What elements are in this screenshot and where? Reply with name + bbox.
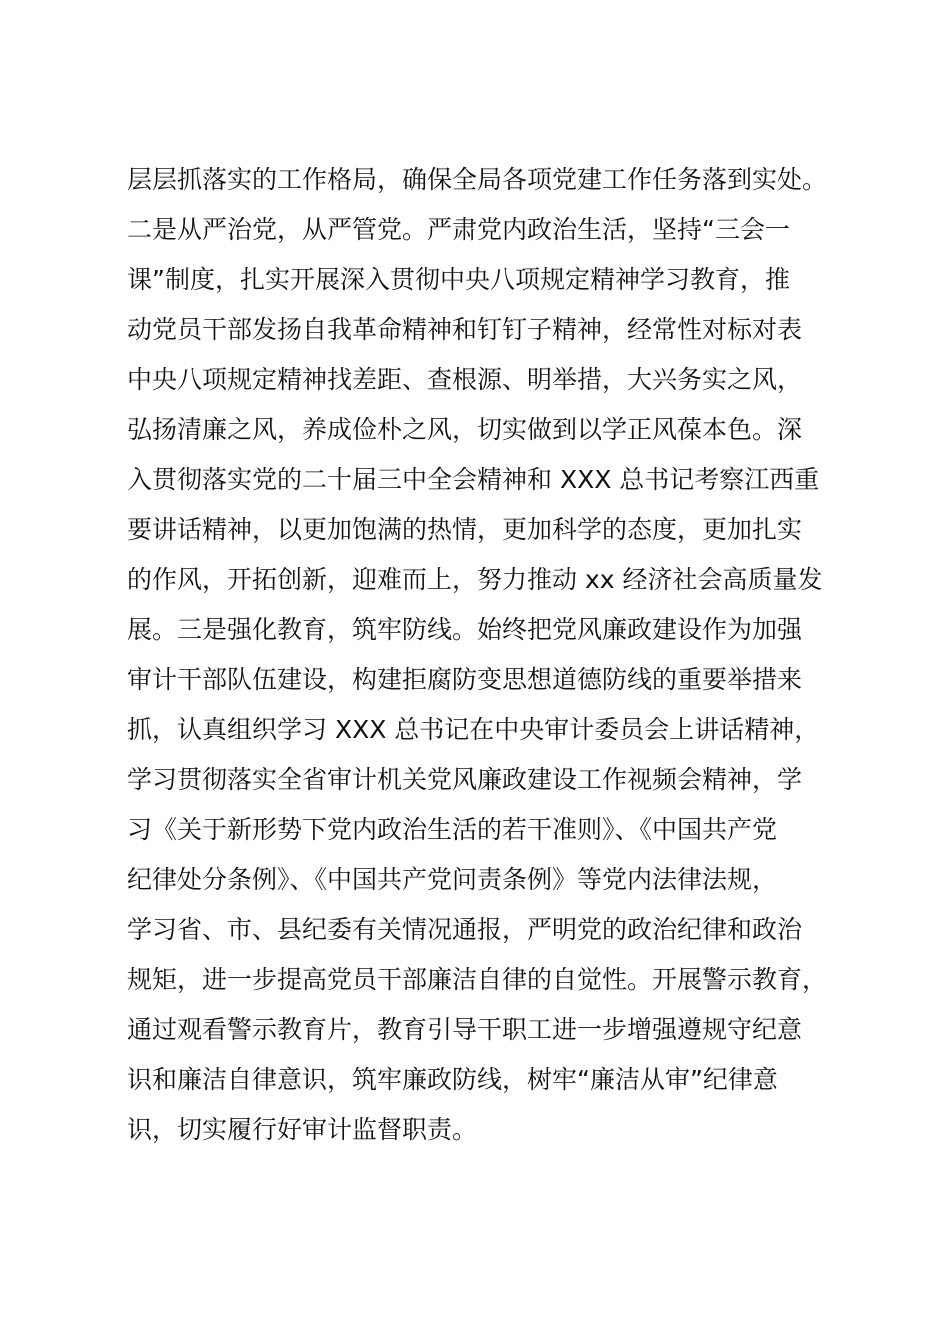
text-line: 入贯彻落实党的二十届三中全会精神和 XXX 总书记考察江西重 [127, 465, 820, 494]
text-line: 通过观看警示教育片，教育引导干职工进一步增强遵规守纪意 [127, 1015, 803, 1044]
body-paragraph [127, 155, 847, 1155]
text-line: 动党员干部发扬自我革命精神和钉钉子精神，经常性对标对表 [127, 315, 803, 344]
text-line: 抓，认真组织学习 XXX 总书记在中央审计委员会上讲话精神， [127, 715, 820, 744]
text-line: 习《关于新形势下党内政治生活的若干准则》、《中国共产党 [127, 815, 778, 844]
text-line: 识和廉洁自律意识，筑牢廉政防线，树牢“廉洁从审”纪律意 [127, 1065, 778, 1094]
text-line: 识，切实履行好审计监督职责。 [127, 1115, 478, 1144]
text-line: 纪律处分条例》、《中国共产党问责条例》等党内法律法规， [127, 865, 778, 894]
text-line: 弘扬清廉之风，养成俭朴之风，切实做到以学正风葆本色。深 [127, 415, 803, 444]
text-line: 学习贯彻落实全省审计机关党风廉政建设工作视频会精神，学 [127, 765, 803, 794]
text-line: 审计干部队伍建设，构建拒腐防变思想道德防线的重要举措来 [127, 665, 803, 694]
text-line: 二是从严治党，从严管党。严肃党内政治生活，坚持“三会一 [127, 215, 790, 244]
text-line: 中央八项规定精神找差距、查根源、明举措，大兴务实之风， [127, 365, 803, 394]
text-line: 的作风，开拓创新，迎难而上，努力推动 xx 经济社会高质量发 [127, 565, 823, 594]
text-line: 学习省、市、县纪委有关情况通报，严明党的政治纪律和政治 [127, 915, 803, 944]
text-line: 课”制度，扎实开展深入贯彻中央八项规定精神学习教育，推 [127, 265, 790, 294]
text-line: 层层抓落实的工作格局，确保全局各项党建工作任务落到实处。 [127, 165, 828, 194]
text-line: 展。三是强化教育，筑牢防线。始终把党风廉政建设作为加强 [127, 615, 803, 644]
text-line: 规矩，进一步提高党员干部廉洁自律的自觉性。开展警示教育， [127, 965, 828, 994]
text-line: 要讲话精神，以更加饱满的热情，更加科学的态度，更加扎实 [127, 515, 803, 544]
